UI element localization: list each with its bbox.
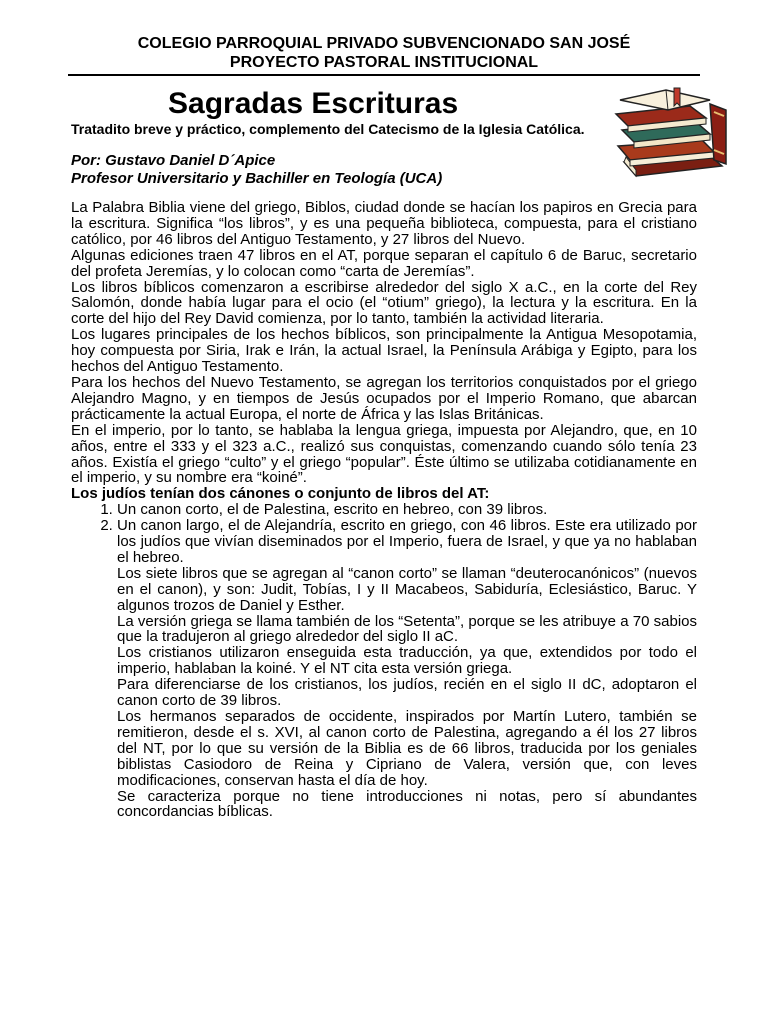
list-item-text: Para diferenciarse de los cristianos, los judíos, recién en el siglo II dC, adoptaron el canon corto de 39 libros. [117,676,697,710]
list-item-text: Los hermanos separados de occidente, inspirados por Martín Lutero, también se remitieron, desde el s. XVI, al canon corto de Palestina, agregando a él los 27 libros del NT, por lo que su versión de la Biblia es de 66 libros, traducida por los geniales biblistas Casiodoro de Reina y Cipriano de Valera, versión que, con leves modificaciones, conservan hasta el día de hoy. [117,708,697,789]
body-paragraph: Los libros bíblicos comenzaron a escribirse alrededor del siglo X a.C., en la corte del Rey Salomón, donde había lugar para el ocio (el “otium” griego), la lectura y la escritura. En la corte del hijo del Rey David comienza, por lo tanto, también la actividad literaria. [71,278,697,328]
list-item-text: Se caracteriza porque no tiene introducciones ni notas, pero sí abundantes concordancias bíblicas. [117,787,697,821]
body-paragraph: La Palabra Biblia viene del griego, Biblos, ciudad donde se hacían los papiros en Grecia para la escritura. Significa “los libros”, y es una pequeña biblioteca, compuesta, para el cristiano católico, por 46 libros del Antiguo Testamento, y 27 libros del Nuevo. [71,199,697,248]
header-line-school: COLEGIO PARROQUIAL PRIVADO SUBVENCIONADO SAN JOSÉ [137,35,631,52]
document-title: Sagradas Escrituras [168,87,459,120]
author-name: Por: Gustavo Daniel D´Apice [71,152,276,169]
list-item [117,518,697,820]
school-header [68,34,700,72]
list-item-text: La versión griega se llama también de los “Setenta”, porque se les atribuye a 70 sabios que la tradujeron al griego alrededor del siglo II aC. [117,612,697,646]
list-item-text: Los siete libros que se agregan al “canon corto” se llaman “deuterocanónicos” (nuevos en el canon), y son: Judit, Tobías, I y II Macabeos, Sabiduría, Eclesiástico, Baruc. Y algunos trozos de Daniel y Esther. [117,564,697,614]
body-paragraph: Los lugares principales de los hechos bíblicos, son principalmente la Antigua Mesopotamia, hoy compuesta por Siria, Irak e Irán, la actual Israel, la Península Arábiga y Egipto, para los hechos del Antiguo Testamento. [71,326,697,376]
books-icon [610,84,732,180]
body-paragraph: Algunas ediciones traen 47 libros en el AT, porque separan el capítulo 6 de Baruc, secretario del profeta Jeremías, y lo colocan como “carta de Jeremías”. [71,246,697,280]
header-divider [68,74,700,76]
list-item-text: Los cristianos utilizaron enseguida esta traducción, ya que, extendidos por todo el imperio, hablaban la koiné. Y el NT cita esta versión griega. [117,644,697,678]
canons-list [71,502,697,820]
list-item [117,502,697,518]
author-block [71,152,616,188]
body-paragraph: En el imperio, por lo tanto, se hablaba la lengua griega, impuesta por Alejandro, que, en 10 años, entre el 333 y el 323 a.C., realizó sus conquistas, comenzando cuando sólo tenía 23 años. Existía el griego “culto” y el griego “popular”. Éste último se utilizaba cotidianamente en el imperio, y su nombre era “koiné”. [71,421,697,487]
body-paragraph: Para los hechos del Nuevo Testamento, se agregan los territorios conquistados por el griego Alejandro Magno, y en tiempos de Jesús ocupados por el Imperio Romano, que abarcan prácticamente la actual Europa, el norte de África y las Islas Británicas. [71,373,697,423]
document-subtitle: Tratadito breve y práctico, complemento del Catecismo de la Iglesia Católica. [71,121,585,137]
canons-heading: Los judíos tenían dos cánones o conjunto de libros del AT: [71,485,490,503]
list-item-text: 1. Un canon corto, el de Palestina, escrito en hebreo, con 39 libros. [117,501,548,519]
author-credentials: Profesor Universitario y Bachiller en Teología (UCA) [71,170,443,187]
document-body [71,200,697,820]
list-item-text: 2. Un canon largo, el de Alejandría, escrito en griego, con 46 libros. Este era utilizado por los judíos que vivían diseminados por el Imperio, fuera de Israel, y que ya no hablaban el hebreo. [117,517,697,566]
header-line-project: PROYECTO PASTORAL INSTITUCIONAL [229,54,539,71]
